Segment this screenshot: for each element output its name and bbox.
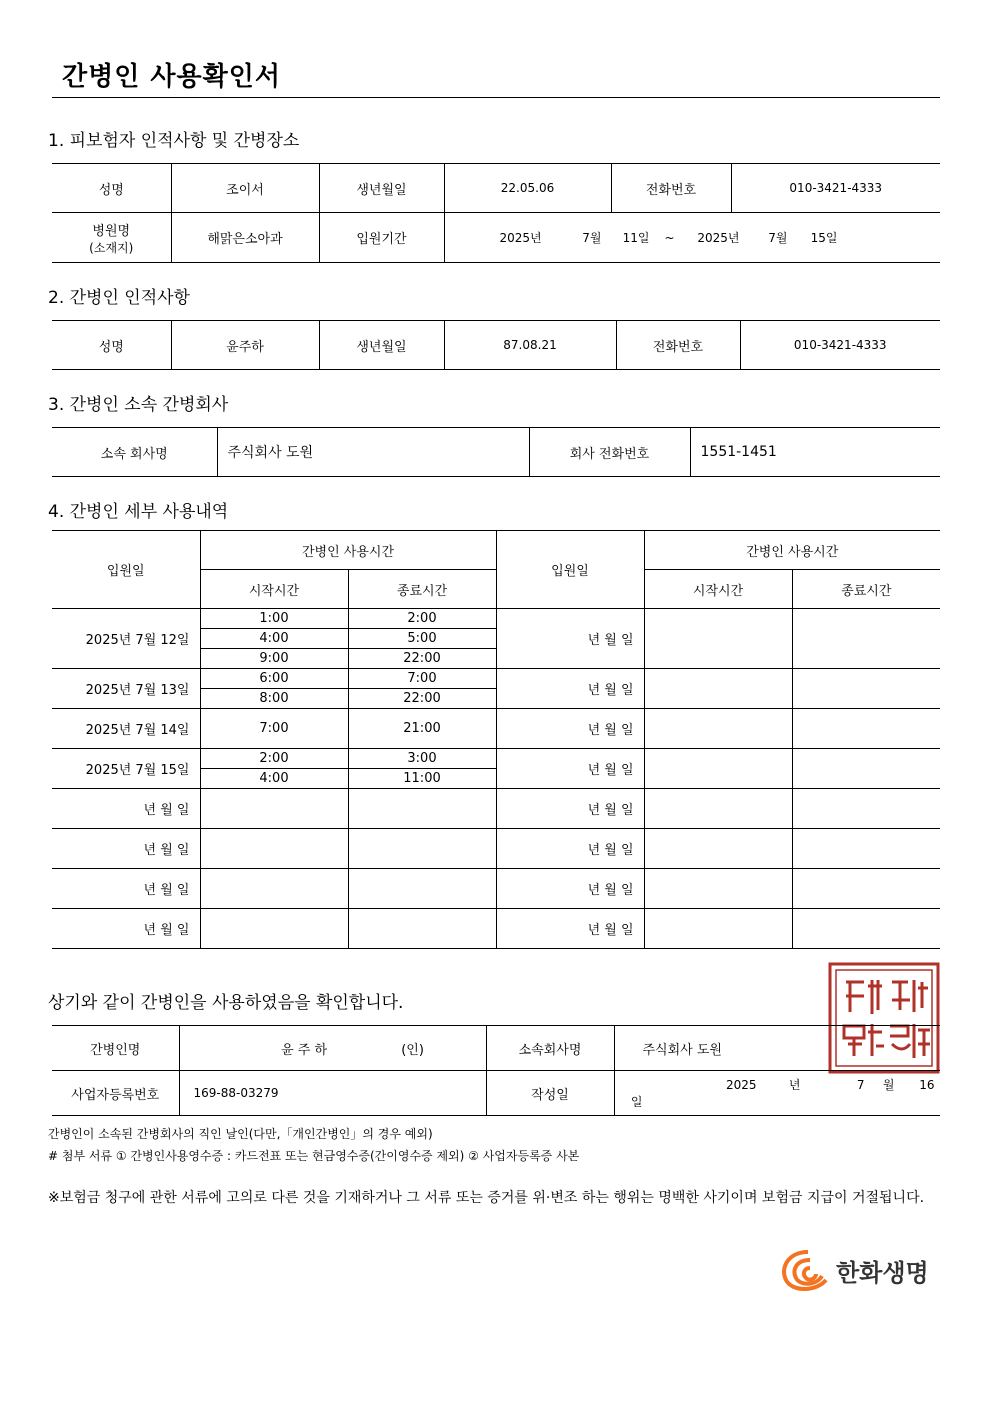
caregiver-phone-label: 전화번호	[616, 321, 740, 370]
signature-table	[52, 1025, 940, 1116]
company-sign-label: 소속회사명	[486, 1026, 614, 1071]
start-cell	[644, 609, 792, 669]
end-cell	[792, 669, 940, 709]
period-label: 입원기간	[319, 213, 444, 263]
end-time: 3:00	[349, 749, 496, 769]
end-cell	[348, 869, 496, 909]
date-cell: 2025년 7월 12일	[52, 609, 200, 669]
caregiver-name-label: 성명	[52, 321, 171, 370]
fraud-warning: ※보험금 청구에 관한 서류에 고의로 다른 것을 기재하거나 그 서류 또는 증거를 위·변조 하는 행위는 명백한 사기이며 보험금 지급이 거절됩니다.	[48, 1190, 925, 1206]
usage-row	[52, 749, 940, 789]
caregiver-sign-name: 윤 주 하	[281, 1042, 328, 1058]
date-cell: 년 월 일	[52, 829, 200, 869]
end-cell	[348, 909, 496, 949]
date-cell: 년 월 일	[496, 609, 644, 669]
written-date: 2025 년 7 월 16일	[614, 1071, 940, 1116]
end-time: 5:00	[349, 629, 496, 649]
usage-row	[52, 909, 940, 949]
date-header: 입원일	[496, 531, 644, 609]
end-cell	[348, 829, 496, 869]
end-cell	[792, 609, 940, 669]
end-header: 종료시간	[792, 570, 940, 609]
start-cell	[644, 669, 792, 709]
date-cell: 2025년 7월 13일	[52, 669, 200, 709]
start-cell	[200, 669, 348, 709]
usage-row	[52, 609, 940, 669]
company-name: 주식회사 도원	[217, 428, 529, 477]
date-label: 작성일	[486, 1071, 614, 1116]
hanwha-flame-icon	[778, 1246, 834, 1294]
start-time: 9:00	[259, 651, 289, 666]
date-cell: 2025년 7월 15일	[52, 749, 200, 789]
company-table	[52, 427, 940, 477]
caregiver-sign-label: 간병인명	[52, 1026, 179, 1071]
start-cell	[644, 869, 792, 909]
end-cell	[792, 869, 940, 909]
end-time: 2:00	[349, 609, 496, 629]
start-cell	[200, 869, 348, 909]
end-header: 종료시간	[348, 570, 496, 609]
company-name-label: 소속 회사명	[52, 428, 217, 477]
end-cell	[348, 749, 496, 789]
start-header: 시작시간	[200, 570, 348, 609]
hanwha-life-logo-text: 한화생명	[836, 1258, 929, 1287]
caregiver-sign	[179, 1026, 486, 1071]
end-cell	[792, 789, 940, 829]
insured-name: 조이서	[171, 164, 319, 213]
end-cell	[792, 829, 940, 869]
start-cell	[644, 709, 792, 749]
caregiver-table	[52, 320, 940, 370]
start-time: 4:00	[201, 629, 348, 649]
usage-row	[52, 669, 940, 709]
section-1-title: 1. 피보험자 인적사항 및 간병장소	[48, 131, 300, 151]
insured-birth-label: 생년월일	[319, 164, 444, 213]
usage-row	[52, 789, 940, 829]
title-divider	[52, 97, 940, 98]
usage-row	[52, 709, 940, 749]
insured-birth: 22.05.06	[444, 164, 611, 213]
seal-mark: (인)	[401, 1042, 424, 1058]
end-time: 22:00	[403, 651, 441, 666]
start-cell	[200, 789, 348, 829]
start-cell	[200, 749, 348, 789]
start-cell	[200, 609, 348, 669]
note-seal: 간병인이 소속된 간병회사의 직인 날인(다만,「개인간병인」의 경우 예외)	[48, 1127, 433, 1141]
end-cell	[792, 909, 940, 949]
caregiver-phone: 010-3421-4333	[740, 321, 940, 370]
note-attachments: # 첨부 서류 ① 간병인사용영수증 : 카드전표 또는 현금영수증(간이영수증 제외) ② 사업자등록증 사본	[48, 1149, 580, 1163]
admission-period: 2025년 7월 11일 ~ 2025년 7월 15일	[444, 213, 940, 263]
end-cell: 21:00	[348, 709, 496, 749]
date-header: 입원일	[52, 531, 200, 609]
hanwha-life-logo	[778, 1246, 929, 1294]
end-cell	[792, 709, 940, 749]
start-time: 6:00	[201, 669, 348, 689]
caregiver-name: 윤주하	[171, 321, 319, 370]
date-cell: 년 월 일	[52, 909, 200, 949]
date-cell: 2025년 7월 14일	[52, 709, 200, 749]
date-cell: 년 월 일	[496, 869, 644, 909]
section-4-title: 4. 간병인 세부 사용내역	[48, 502, 229, 522]
insured-phone-label: 전화번호	[611, 164, 731, 213]
date-cell: 년 월 일	[52, 789, 200, 829]
regno: 169-88-03279	[179, 1071, 486, 1116]
usage-table	[52, 530, 940, 949]
start-cell	[200, 829, 348, 869]
start-header: 시작시간	[644, 570, 792, 609]
date-cell: 년 월 일	[496, 749, 644, 789]
company-phone: 1551-1451	[690, 428, 940, 477]
section-3-title: 3. 간병인 소속 간병회사	[48, 395, 229, 415]
start-cell	[644, 829, 792, 869]
time-header: 간병인 사용시간	[200, 531, 496, 570]
start-time: 1:00	[201, 609, 348, 629]
usage-rows	[52, 609, 940, 949]
time-header: 간병인 사용시간	[644, 531, 940, 570]
hospital-label: 병원명 (소재지)	[52, 213, 171, 263]
end-time: 7:00	[349, 669, 496, 689]
end-cell	[348, 789, 496, 829]
insured-name-label: 성명	[52, 164, 171, 213]
insured-phone: 010-3421-4333	[731, 164, 940, 213]
date-cell: 년 월 일	[52, 869, 200, 909]
end-cell	[348, 609, 496, 669]
start-cell	[644, 909, 792, 949]
start-time: 4:00	[259, 771, 289, 786]
start-cell	[644, 789, 792, 829]
company-phone-label: 회사 전화번호	[529, 428, 690, 477]
section-2-title: 2. 간병인 인적사항	[48, 288, 190, 308]
date-cell: 년 월 일	[496, 709, 644, 749]
start-time: 2:00	[201, 749, 348, 769]
start-cell: 7:00	[200, 709, 348, 749]
confirm-text: 상기와 같이 간병인을 사용하였음을 확인합니다.	[48, 993, 404, 1013]
date-cell: 년 월 일	[496, 829, 644, 869]
start-cell	[200, 909, 348, 949]
start-cell	[644, 749, 792, 789]
usage-row	[52, 829, 940, 869]
date-cell: 년 월 일	[496, 789, 644, 829]
regno-label: 사업자등록번호	[52, 1071, 179, 1116]
end-time: 22:00	[403, 691, 441, 706]
usage-row	[52, 869, 940, 909]
date-cell: 년 월 일	[496, 909, 644, 949]
start-time: 8:00	[259, 691, 289, 706]
caregiver-birth-label: 생년월일	[319, 321, 444, 370]
date-cell: 년 월 일	[496, 669, 644, 709]
insured-table	[52, 163, 940, 263]
end-time: 11:00	[403, 771, 441, 786]
hospital-name: 해맑은소아과	[171, 213, 319, 263]
end-cell	[348, 669, 496, 709]
page-title: 간병인 사용확인서	[62, 62, 281, 92]
end-cell	[792, 749, 940, 789]
caregiver-birth: 87.08.21	[444, 321, 616, 370]
company-sign-name: 주식회사 도원	[614, 1026, 940, 1071]
